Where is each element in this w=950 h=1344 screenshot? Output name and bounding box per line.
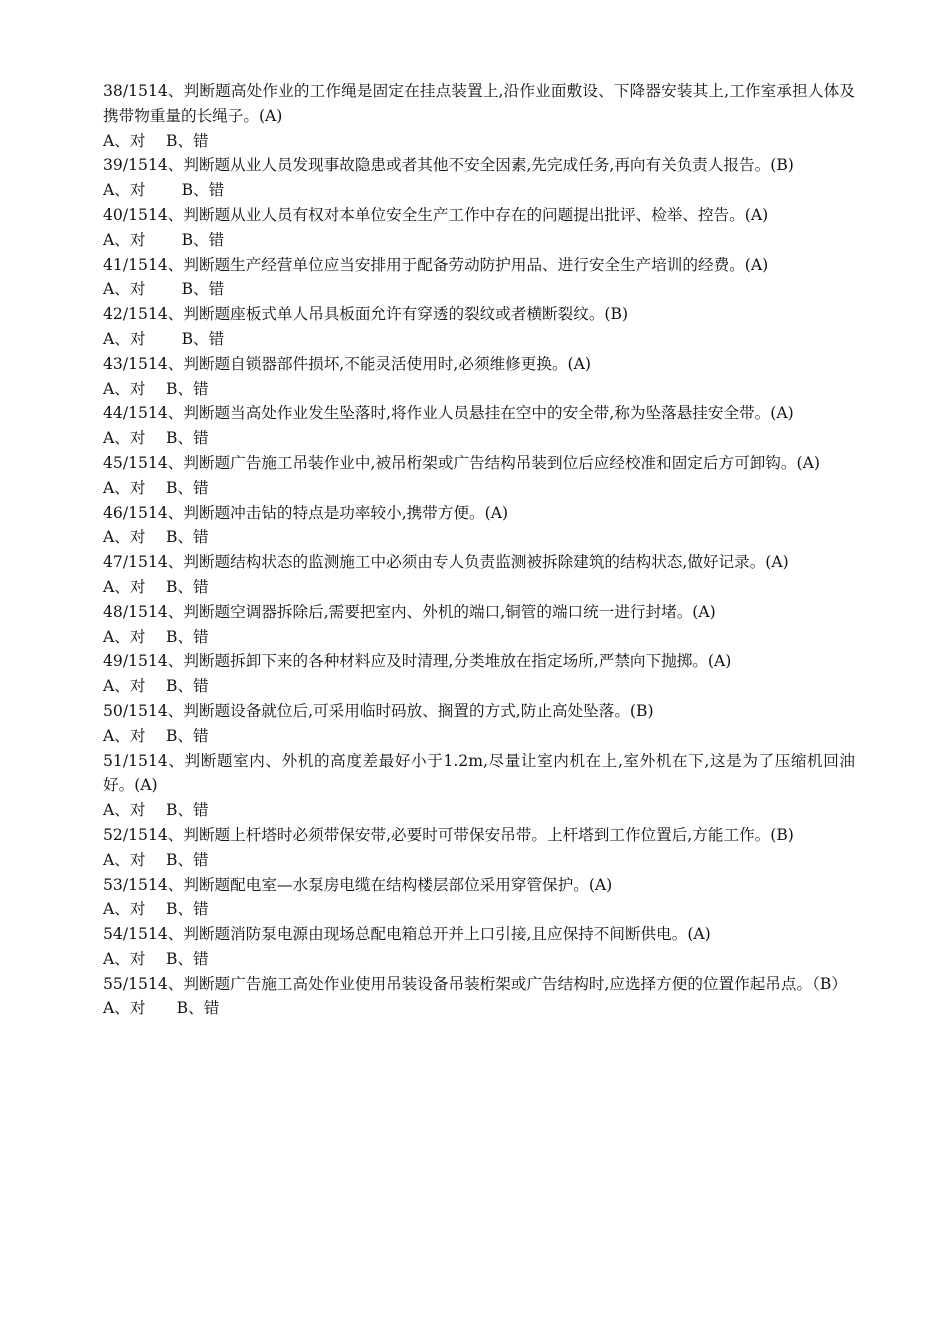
answer-options: A、对 B、错 [103,726,209,745]
question-item [103,749,855,823]
question-item [103,550,855,600]
question-item [103,501,855,551]
question-item [103,253,855,303]
question-item [103,203,855,253]
question-item [103,600,855,650]
answer-options: A、对 B、错 [103,850,209,869]
question-text: 44/1514、判断题当高处作业发生坠落时,将作业人员悬挂在空中的安全带,称为坠落悬挂安全带。(A) [103,404,794,423]
answer-options: A、对 B、错 [103,329,225,348]
answer-options: A、对 B、错 [103,900,209,919]
answer-options: A、对 B、错 [103,181,225,200]
question-text: 41/1514、判断题生产经营单位应当安排用于配备劳动防护用品、进行安全生产培训的经费。(A) [103,255,769,274]
question-item [103,823,855,873]
question-text: 43/1514、判断题自锁器部件损坏,不能灵活使用时,必须维修更换。(A) [103,354,591,373]
answer-options: A、对 B、错 [103,627,209,646]
answer-options: A、对 B、错 [103,528,209,547]
question-text: 40/1514、判断题从业人员有权对本单位安全生产工作中存在的问题提出批评、检举、控告。(A) [103,205,769,224]
question-text: 53/1514、判断题配电室—水泵房电缆在结构楼层部位采用穿管保护。(A) [103,875,613,894]
question-item [103,401,855,451]
question-item [103,352,855,402]
question-item [103,972,855,1022]
answer-options: A、对 B、错 [103,429,209,448]
answer-options: A、对 B、错 [103,280,225,299]
answer-options: A、对 B、错 [103,379,209,398]
question-text: 50/1514、判断题设备就位后,可采用临时码放、搁置的方式,防止高处坠落。(B) [103,701,654,720]
answer-options: A、对 B、错 [103,949,209,968]
answer-options: A、对 B、错 [103,577,209,596]
question-item [103,153,855,203]
question-item [103,649,855,699]
question-text: 47/1514、判断题结构状态的监测施工中必须由专人负责监测被拆除建筑的结构状态,做好记录。(A) [103,553,789,572]
question-text: 48/1514、判断题空调器拆除后,需要把室内、外机的端口,铜管的端口统一进行封堵。(A) [103,602,716,621]
answer-options: A、对 B、错 [103,131,209,150]
answer-options: A、对 B、错 [103,230,225,249]
question-text: 45/1514、判断题广告施工吊装作业中,被吊桁架或广告结构吊装到位后应经校准和固定后方可卸钩。(A) [103,453,820,472]
question-item [103,873,855,923]
question-text: 51/1514、判断题室内、外机的高度差最好小于1.2m,尽量让室内机在上,室外机在下,这是为了压缩机回油好。(A) [103,751,855,795]
question-text: 55/1514、判断题广告施工高处作业使用吊装设备吊装桁架或广告结构时,应选择方便的位置作起吊点。（B） [103,974,847,993]
question-text: 49/1514、判断题拆卸下来的各种材料应及时清理,分类堆放在指定场所,严禁向下抛掷。(A) [103,652,732,671]
question-item [103,302,855,352]
answer-options: A、对 B、错 [103,801,209,820]
question-item [103,922,855,972]
question-item [103,79,855,153]
question-text: 39/1514、判断题从业人员发现事故隐患或者其他不安全因素,先完成任务,再向有关负责人报告。(B) [103,156,794,175]
question-text: 46/1514、判断题冲击钻的特点是功率较小,携带方便。(A) [103,503,509,522]
question-item [103,451,855,501]
document-page [103,79,855,1021]
question-item [103,699,855,749]
answer-options: A、对 B、错 [103,478,209,497]
question-text: 52/1514、判断题上杆塔时必须带保安带,必要时可带保安吊带。上杆塔到工作位置后,方能工作。(B) [103,825,794,844]
answer-options: A、对 B、错 [103,677,209,696]
question-text: 54/1514、判断题消防泵电源由现场总配电箱总开并上口引接,且应保持不间断供电。(A) [103,925,711,944]
answer-options: A、对 B、错 [103,999,220,1018]
question-text: 42/1514、判断题座板式单人吊具板面允许有穿透的裂纹或者横断裂纹。(B) [103,305,629,324]
question-text: 38/1514、判断题高处作业的工作绳是固定在挂点装置上,沿作业面敷设、下降器安装其上,工作室承担人体及携带物重量的长绳子。(A) [103,82,855,125]
